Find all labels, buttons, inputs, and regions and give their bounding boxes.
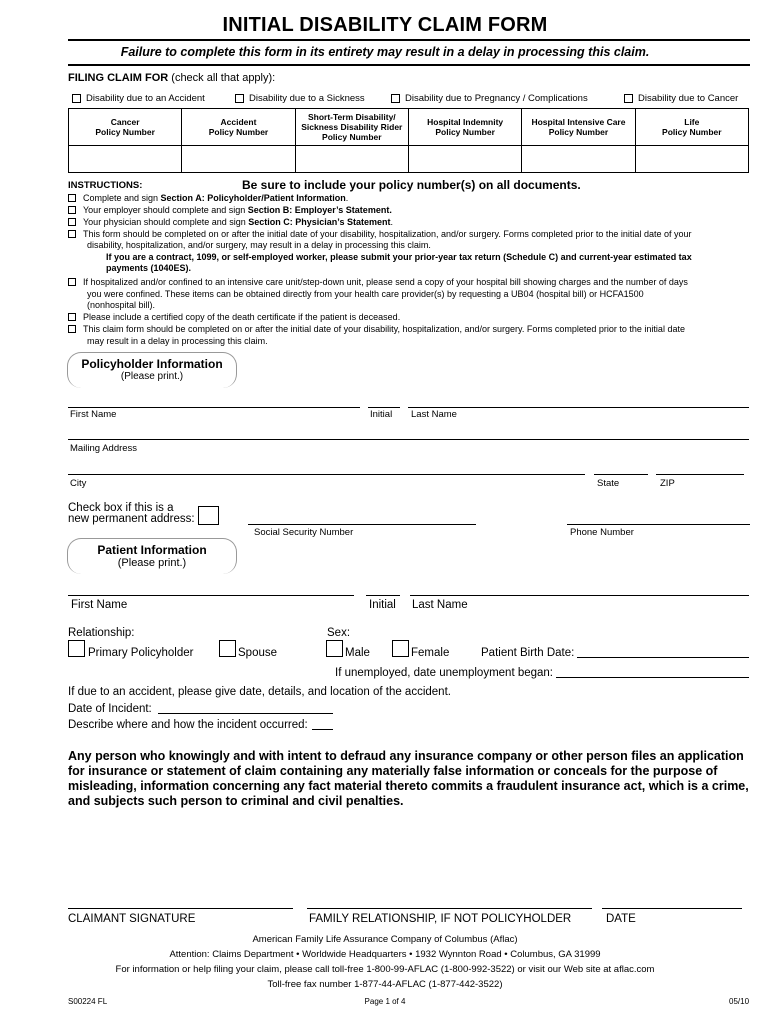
claim-type-label: Disability due to Cancer <box>638 93 739 104</box>
filing-note: (check all that apply): <box>168 72 276 84</box>
ph-phone-input[interactable] <box>567 524 750 525</box>
claim-type-cancer[interactable] <box>624 93 738 104</box>
claim-type-label: Disability due to a Sickness <box>249 93 365 104</box>
section-subtitle: (Please print.) <box>117 557 187 569</box>
describe-incident-input[interactable] <box>312 729 333 730</box>
footer-info: For information or help filing your claim, please call toll-free 1-800-99-AFLAC (1-800-992-3522) or visit our Web site at aflac.com <box>115 964 655 975</box>
form-title: INITIAL DISABILITY CLAIM FORM <box>222 14 548 36</box>
spouse-checkbox[interactable] <box>219 640 236 657</box>
family-relationship-label: FAMILY RELATIONSHIP, IF NOT POLICYHOLDER <box>309 913 572 925</box>
checkbox[interactable] <box>68 206 76 214</box>
ph-mailing-address-label: Mailing Address <box>70 443 138 454</box>
relationship-label: Relationship: <box>68 627 135 639</box>
section-title: Policyholder Information <box>81 357 223 371</box>
male-checkbox[interactable] <box>326 640 343 657</box>
checkbox[interactable] <box>68 194 76 202</box>
life-policy-input[interactable] <box>635 146 748 173</box>
ph-last-name-label: Last Name <box>411 409 457 420</box>
checkbox[interactable] <box>68 230 76 238</box>
instruction-4-selfemployed: If you are a contract, 1099, or self-employed worker, please submit your prior-year tax return (Schedule C) and current-year estimated tax <box>106 252 692 262</box>
date-of-incident-label: Date of Incident: <box>68 703 152 715</box>
section-title: Patient Information <box>97 543 207 557</box>
form-subtitle: Failure to complete this form in its entirety may result in a delay in processing this claim. <box>120 45 650 59</box>
form-version: 05/10 <box>729 997 750 1006</box>
female-label: Female <box>411 647 450 659</box>
unemployed-date-input[interactable] <box>556 677 749 678</box>
pt-first-name-input[interactable] <box>68 595 354 596</box>
new-address-label: Check box if this is a new permanent address: <box>68 502 195 525</box>
claimant-signature-label: CLAIMANT SIGNATURE <box>68 913 196 925</box>
ph-phone-label: Phone Number <box>570 527 634 538</box>
footer-fax: Toll-free fax number 1-877-44-AFLAC (1-877-442-3522) <box>267 979 503 990</box>
ph-zip-label: ZIP <box>660 478 675 489</box>
claim-type-label: Disability due to Pregnancy / Complications <box>405 93 588 104</box>
birth-date-label: Patient Birth Date: <box>481 647 575 659</box>
unemployed-label: If unemployed, date unemployment began: <box>335 667 554 679</box>
ph-zip-input[interactable] <box>656 474 744 475</box>
filing-claim-for <box>68 72 275 84</box>
form-code: S00224 FL <box>68 997 108 1006</box>
header-hospital-indemnity: Hospital Indemnity Policy Number <box>408 109 521 146</box>
accident-note: If due to an accident, please give date, details, and location of the accident. <box>68 686 451 698</box>
ph-ssn-input[interactable] <box>248 524 476 525</box>
header-life: Life Policy Number <box>635 109 748 146</box>
claimant-signature-input[interactable] <box>68 908 293 909</box>
ph-city-input[interactable] <box>68 474 585 475</box>
page-number: Page 1 of 4 <box>364 997 406 1006</box>
claim-type-sickness[interactable] <box>235 93 365 104</box>
section-subtitle: (Please print.) <box>120 371 184 382</box>
ph-ssn-label: Social Security Number <box>254 527 354 538</box>
female-checkbox[interactable] <box>392 640 409 657</box>
hospital-indemnity-policy-input[interactable] <box>408 146 521 173</box>
signature-date-label: DATE <box>606 913 636 925</box>
claim-type-label: Disability due to an Accident <box>86 93 205 104</box>
signature-date-input[interactable] <box>602 908 742 909</box>
ph-city-label: City <box>70 478 87 489</box>
accident-policy-input[interactable] <box>182 146 295 173</box>
male-label: Male <box>345 647 370 659</box>
instructions-label: INSTRUCTIONS: <box>68 180 143 191</box>
date-of-incident-input[interactable] <box>158 713 333 714</box>
pt-initial-label: Initial <box>369 599 396 611</box>
instruction-1: Complete and sign Section A: Policyholder/Patient Information. <box>68 193 752 204</box>
birth-date-input[interactable] <box>577 657 749 658</box>
header-short-term-disability: Short-Term Disability/ Sickness Disability Rider Policy Number <box>295 109 408 146</box>
instruction-3: Your physician should complete and sign Section C: Physician’s Statement. <box>68 217 752 228</box>
checkbox[interactable] <box>391 94 400 103</box>
pt-last-name-label: Last Name <box>412 599 468 611</box>
ph-initial-input[interactable] <box>368 407 400 408</box>
new-address-checkbox[interactable] <box>198 506 219 525</box>
ph-last-name-input[interactable] <box>408 407 749 408</box>
checkbox[interactable] <box>235 94 244 103</box>
instruction-7: This claim form should be completed on or after the initial date of your disability, hospitalization, and/or surgery. Forms completed prior to the initial date <box>68 324 752 335</box>
claim-type-accident[interactable] <box>72 93 205 104</box>
checkbox[interactable] <box>72 94 81 103</box>
ph-mailing-address-input[interactable] <box>68 439 749 440</box>
instruction-5: If hospitalized and/or confined to an intensive care unit/step-down unit, please send a copy of your hospital bill showing charges and the number of days <box>68 277 752 288</box>
filing-label: FILING CLAIM FOR <box>68 72 169 84</box>
sex-label: Sex: <box>327 627 351 639</box>
ph-first-name-label: First Name <box>70 409 117 420</box>
ph-state-label: State <box>597 478 620 489</box>
hospital-icu-policy-input[interactable] <box>522 146 635 173</box>
instructions-headline: Be sure to include your policy number(s) on all documents. <box>242 178 581 192</box>
primary-policyholder-label: Primary Policyholder <box>88 647 194 659</box>
primary-policyholder-checkbox[interactable] <box>68 640 85 657</box>
footer-attention: Attention: Claims Department • Worldwide Headquarters • 1932 Wynnton Road • Columbus, GA 31999 <box>169 949 601 960</box>
header-accident: Accident Policy Number <box>182 109 295 146</box>
instruction-7-cont: may result in a delay in processing this claim. <box>87 336 268 346</box>
describe-incident-label: Describe where and how the incident occurred: <box>68 719 308 731</box>
instruction-4-cont: disability, hospitalization, and/or surgery, may result in a delay in processing this claim. <box>87 240 431 250</box>
checkbox[interactable] <box>624 94 633 103</box>
policyholder-section-heading <box>67 352 237 388</box>
checkbox[interactable] <box>68 325 76 333</box>
subtitle-rule <box>68 64 750 66</box>
checkbox[interactable] <box>68 313 76 321</box>
pt-last-name-input[interactable] <box>410 595 749 596</box>
spouse-label: Spouse <box>238 647 278 659</box>
fraud-warning: Any person who knowingly and with intent to defraud any insurance company or other person files an application for insurance or statement of claim containing any materially false information or conceals for the purpose of misleading, information concerning any fact material thereto commits a fraudulent insurance act, which is a crime, and subjects such person to criminal and civil penalties. <box>68 749 749 808</box>
footer-company: American Family Life Assurance Company of Columbus (Aflac) <box>252 934 518 945</box>
instruction-4: This form should be completed on or after the initial date of your disability, hospitalization, and/or surgery. Forms completed prior to the initial date of your <box>68 229 752 240</box>
title-rule <box>68 39 750 41</box>
cancer-policy-input[interactable] <box>69 146 182 173</box>
checkbox[interactable] <box>68 218 76 226</box>
policy-number-table <box>68 108 749 173</box>
patient-section-heading <box>67 538 237 574</box>
instruction-2: Your employer should complete and sign Section B: Employer’s Statement. <box>68 205 752 216</box>
instruction-5-cont2: (nonhospital bill). <box>87 300 156 310</box>
ph-first-name-input[interactable] <box>68 407 360 408</box>
instruction-5-cont: you were confined. These items can be obtained directly from your health care provider(s) by requesting a UB04 (hospital bill) or HCFA1500 <box>87 289 644 299</box>
family-relationship-input[interactable] <box>307 908 592 909</box>
checkbox[interactable] <box>68 278 76 286</box>
instruction-6: Please include a certified copy of the death certificate if the patient is deceased. <box>68 312 752 323</box>
std-policy-input[interactable] <box>295 146 408 173</box>
claim-type-pregnancy[interactable] <box>391 93 588 104</box>
header-hospital-intensive-care: Hospital Intensive Care Policy Number <box>522 109 635 146</box>
ph-state-input[interactable] <box>594 474 648 475</box>
header-cancer: Cancer Policy Number <box>69 109 182 146</box>
ph-initial-label: Initial <box>370 409 393 420</box>
pt-initial-input[interactable] <box>366 595 400 596</box>
instruction-4-selfemployed-cont: payments (1040ES). <box>106 263 192 273</box>
pt-first-name-label: First Name <box>71 599 128 611</box>
